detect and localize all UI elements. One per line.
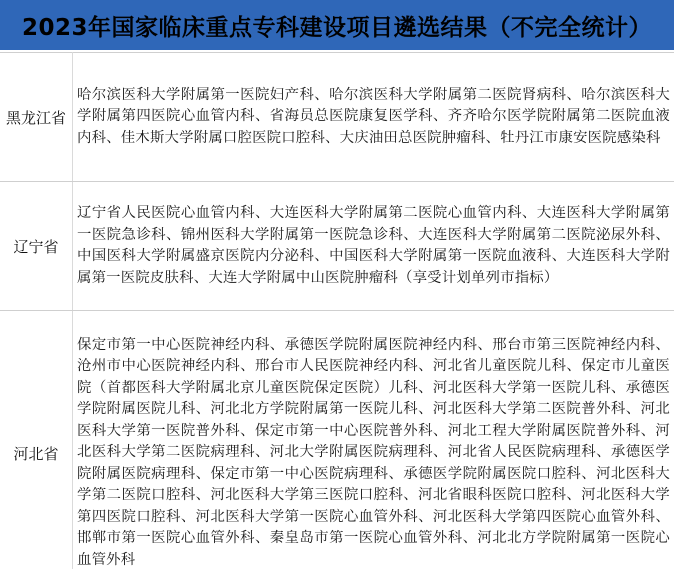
table-row	[0, 53, 674, 182]
department-list: 哈尔滨医科大学附属第一医院妇产科、哈尔滨医科大学附属第二医院肾病科、哈尔滨医科大学附属第四医院心血管内科、省海员总医院康复医学科、齐齐哈尔医学院附属第二医院血液内科、佳木斯大学附属口腔医院口腔科、大庆油田总医院肿瘤科、牡丹江市康安医院感染科	[73, 53, 674, 182]
province-name: 辽宁省	[0, 182, 73, 311]
table-row	[0, 182, 674, 311]
province-table	[0, 52, 674, 569]
province-name: 河北省	[0, 311, 73, 569]
department-list: 保定市第一中心医院神经内科、承德医学院附属医院神经内科、邢台市第三医院神经内科、沧州市中心医院神经内科、邢台市人民医院神经内科、河北省儿童医院儿科、保定市儿童医院（首都医科大学附属北京儿童医院保定医院）儿科、河北医科大学第一医院儿科、承德医学院附属医院儿科、河北北方学院附属第一医院儿科、河北医科大学第二医院普外科、河北医科大学第一医院普外科、保定市第一中心医院普外科、河北工程大学附属医院普外科、河北医科大学第二医院病理科、河北大学附属医院病理科、河北省人民医院病理科、承德医学院附属医院病理科、保定市第一中心医院病理科、承德医学院附属医院口腔科、河北医科大学第二医院口腔科、河北医科大学第三医院口腔科、河北省眼科医院口腔科、河北医科大学第四医院口腔科、河北医科大学第一医院心血管外科、河北医科大学第四医院心血管外科、邯郸市第一医院心血管外科、秦皇岛市第一医院心血管外科、河北北方学院附属第一医院心血管外科	[73, 311, 674, 569]
title-bar	[0, 0, 674, 52]
department-list: 辽宁省人民医院心血管内科、大连医科大学附属第二医院心血管内科、大连医科大学附属第一医院急诊科、锦州医科大学附属第一医院急诊科、大连医科大学附属第二医院泌尿外科、中国医科大学附属盛京医院内分泌科、中国医科大学附属第一医院血液科、大连医科大学附属第一医院皮肤科、大连大学附属中山医院肿瘤科（享受计划单列市指标）	[73, 182, 674, 311]
page-title: 2023年国家临床重点专科建设项目遴选结果（不完全统计）	[21, 14, 652, 41]
table-row	[0, 311, 674, 569]
province-name: 黑龙江省	[0, 53, 73, 182]
